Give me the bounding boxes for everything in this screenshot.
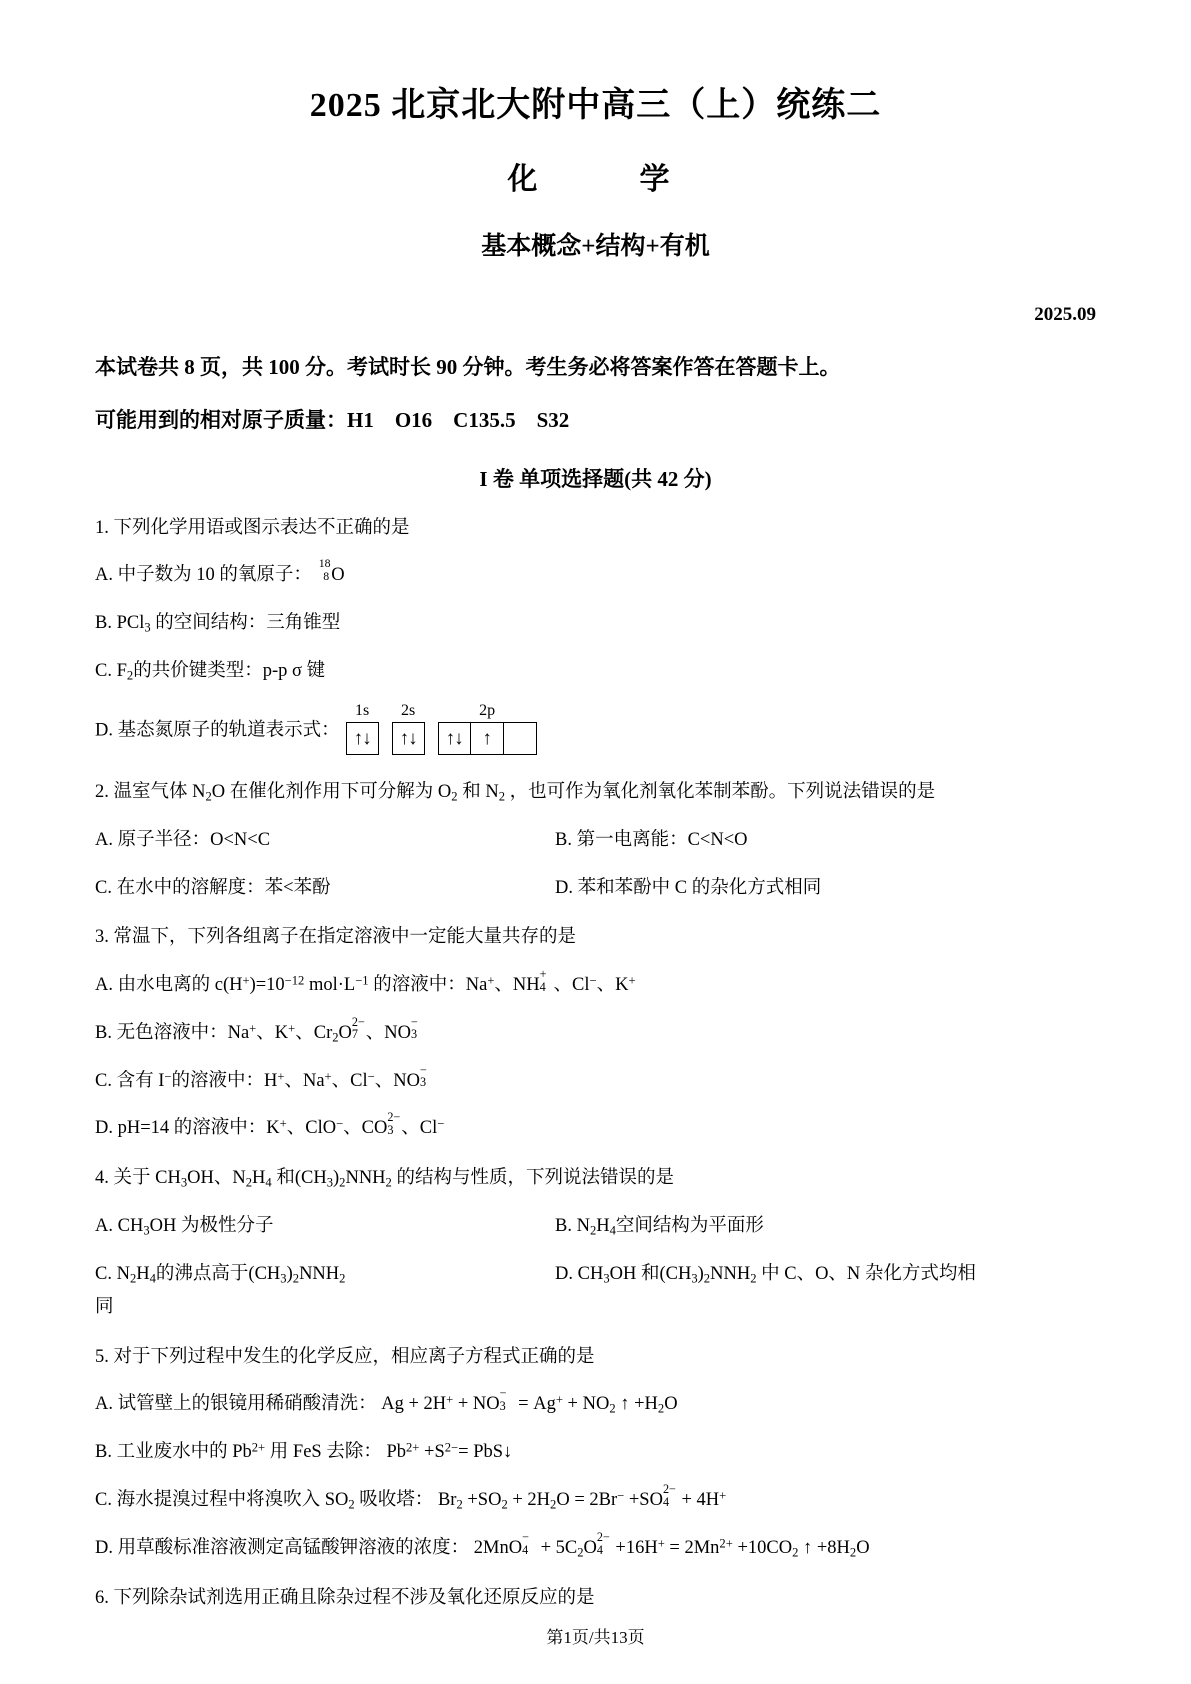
question-2-options-row-1 (95, 807, 1096, 855)
q4c-mid: H (136, 1263, 150, 1284)
question-3-stem (95, 902, 1096, 952)
q4-number: 4. (95, 1167, 109, 1188)
q1-opt-d-label: D. 基态氮原子的轨道表示式： (95, 720, 340, 741)
q3a-sup5: − (589, 973, 597, 988)
question-2-stem (95, 757, 1096, 807)
no3-charge: − (411, 1014, 418, 1029)
q5-stem-text: 对于下列过程中发生的化学反应，相应离子方程式正确的是 (113, 1346, 595, 1367)
q3b-sup2: + (288, 1020, 296, 1035)
q3c-mid4: 、NO (374, 1070, 420, 1091)
q4c-mid2: 的沸点高于(CH (155, 1263, 281, 1284)
q3b-mid4: 、NO (365, 1022, 412, 1043)
q3a-mid3: 的溶液中：Na (368, 974, 488, 995)
orbital-label-2p: 2p (479, 701, 496, 719)
question-2-option-c[interactable]: C. 在水中的溶解度：苯<苯酚 (95, 877, 331, 898)
co3-count: 3 (387, 1123, 394, 1138)
question-4-option-a[interactable] (95, 1212, 555, 1241)
q1-opt-c-pre: C. F (95, 660, 127, 681)
q4d-s3: 2 (703, 1271, 711, 1286)
q6-stem-text: 下列除杂试剂选用正确且除杂过程不涉及氧化还原反应的是 (113, 1587, 595, 1608)
q3a-sup3: −1 (355, 973, 369, 988)
orbital-box: ↑↓ (346, 722, 379, 755)
isotope-symbol: O (331, 565, 345, 586)
q3a-mid4: 、NH (494, 974, 540, 995)
instruction-line-1: 本试卷共 8 页，共 100 分。考试时长 90 分钟。考生务必将答案作答在答题卡上。 (95, 354, 841, 379)
orbital-group-1s (346, 703, 379, 755)
q1-opt-b-post: 的空间结构：三角锥型 (150, 612, 341, 633)
question-1-stem (95, 493, 1096, 543)
no3-charge: − (419, 1062, 427, 1077)
q4-p5: ) (332, 1167, 340, 1188)
orbital-box: ↑↓ (392, 722, 425, 755)
q3-stem-text: 常温下，下列各组离子在指定溶液中一定能大量共存的是 (113, 927, 577, 948)
q4a-pre: A. CH (95, 1215, 144, 1236)
q3a-mid: )=10 (249, 974, 285, 995)
q4d-mid3: NNH (710, 1263, 751, 1284)
question-3-option-c[interactable] (95, 1048, 1096, 1096)
q4b-s2: 4 (609, 1223, 616, 1238)
q4d-mid2: ) (697, 1263, 704, 1284)
isotope-mass-number: 18 (318, 556, 331, 571)
q4d-s4: 2 (750, 1271, 757, 1286)
question-5-option-c[interactable] (95, 1467, 1096, 1515)
q1-opt-a-text: A. 中子数为 10 的氧原子： (95, 565, 312, 586)
q3c-mid1: 的溶液中：H (171, 1070, 278, 1091)
question-3-option-a[interactable] (95, 952, 1096, 1000)
question-3-option-b[interactable] (95, 1000, 1096, 1048)
question-5-option-b[interactable] (95, 1419, 1096, 1467)
orbital-label-1s: 1s (355, 701, 370, 719)
q3d-mid1: 、ClO (286, 1118, 337, 1139)
q3b-pre: B. 无色溶液中：Na (95, 1022, 250, 1043)
q3d-sup1: + (279, 1116, 287, 1131)
q5c-sub: 2 (348, 1497, 355, 1512)
question-4-options-row-2 (95, 1241, 1096, 1289)
q3-number: 3. (95, 927, 109, 948)
instruction-line-2: 可能用到的相对原子质量：H1 O16 C135.5 S32 (95, 408, 570, 432)
q4c-s4: 2 (292, 1271, 300, 1286)
dichromate-charge-cluster (351, 1014, 366, 1042)
co3-charge: 2− (387, 1110, 401, 1125)
q3a-mid5: 、Cl (553, 974, 590, 995)
q4d-s1: 3 (603, 1271, 610, 1286)
q5a-text: A. 试管壁上的银镜用稀硝酸清洗： (95, 1394, 377, 1415)
q4-p3: H (252, 1167, 266, 1188)
q3c-mid3: 、Cl (331, 1070, 368, 1091)
question-1-option-b[interactable] (95, 590, 1096, 638)
nh4-count: 4 (539, 979, 546, 994)
q5-number: 5. (95, 1346, 109, 1367)
question-2-options-row-2 (95, 855, 1096, 903)
q2-sub-1: 2 (205, 789, 212, 804)
q1-number: 1. (95, 517, 109, 538)
q5b-pre: B. 工业废水中的 Pb (95, 1442, 252, 1463)
q1-opt-b-pre: B. PCl (95, 612, 145, 633)
nitrate-charge-cluster (411, 1014, 425, 1042)
q4c-mid4: NNH (299, 1263, 340, 1284)
q4b-s1: 2 (589, 1223, 597, 1238)
q3d-mid2: 、CO (343, 1118, 388, 1139)
q4-s6: 2 (385, 1175, 392, 1190)
q2-stem-p4: ，也可作为氧化剂氧化苯制苯酚。下列说法错误的是 (505, 781, 936, 802)
q5b-equation: $Pb^{2+} +S^{2-}=$ PbS↓ (381, 1440, 513, 1463)
q5c-post: 吸收塔： (354, 1489, 434, 1510)
q4-p6: NNH (345, 1167, 386, 1188)
q3c-sup1: − (164, 1068, 172, 1083)
q1-opt-c-post: 的共价键类型：p-p σ 键 (133, 660, 326, 681)
no3-count: 3 (411, 1027, 418, 1042)
q3c-sup3: + (324, 1068, 332, 1083)
ammonium-charge-cluster (539, 967, 554, 994)
q2-sub-3: 2 (498, 789, 505, 804)
q4-s1: 3 (180, 1175, 188, 1190)
q3b-mid2: 、Cr (295, 1022, 333, 1043)
orbital-group-2p (438, 703, 537, 755)
question-4-option-d[interactable] (555, 1260, 1096, 1289)
question-4-option-b[interactable] (555, 1212, 1096, 1241)
cr2o7-charge: 2− (351, 1014, 365, 1029)
q3b-sub1: 2 (332, 1030, 339, 1045)
q4-s2: 2 (245, 1175, 253, 1190)
orbital-boxes-1s (346, 722, 379, 755)
question-4-option-d-continuation: 同 (95, 1296, 114, 1317)
question-4-stem (95, 1143, 1096, 1193)
orbital-box (504, 722, 537, 755)
q2-stem-p2: O 在催化剂作用下可分解为 O (211, 781, 452, 802)
q3a-sup6: + (628, 973, 636, 988)
question-3-option-d[interactable] (95, 1095, 1096, 1143)
q4c-pre: C. N (95, 1263, 130, 1284)
q2-number: 2. (95, 781, 109, 802)
q5b-post: 用 FeS 去除： (265, 1442, 382, 1463)
exam-date: 2025.09 (1034, 303, 1096, 325)
question-1-option-a[interactable] (95, 542, 1096, 590)
q4d-mid: OH 和(CH (609, 1263, 692, 1284)
q4c-s1: 2 (129, 1271, 137, 1286)
q5d-equation: 2MnO − 4 + $5C_2O$ 2− 4 $+16H^+ = 2Mn^{2+} +10CO_2$ ↑ $+8H_2O$ (469, 1530, 870, 1560)
q3a-pre: A. 由水电离的 c(H (95, 974, 243, 995)
q4-p7: 的结构与性质，下列说法错误的是 (391, 1167, 674, 1188)
q4c-mid3: ) (286, 1263, 293, 1284)
carbonate-charge-cluster (387, 1110, 401, 1138)
q2-stem-p3: 和 N (457, 781, 499, 802)
q1-opt-b-sub: 3 (144, 620, 151, 635)
q5a-equation: Ag + 2H+ + NO − 3 = $Ag^+ + NO_2$ ↑ $+H_2O$ (376, 1386, 678, 1416)
q3d-mid3: 、Cl (401, 1118, 438, 1139)
question-4-option-c[interactable] (95, 1260, 555, 1289)
q4-s5: 2 (339, 1175, 346, 1190)
nh4-charge: + (539, 967, 547, 982)
q5d-text: D. 用草酸标准溶液测定高锰酸钾溶液的浓度： (95, 1537, 470, 1558)
page-footer: 第1页/共13页 (546, 1628, 645, 1647)
q4-s4: 3 (326, 1175, 333, 1190)
q4b-mid: H (596, 1215, 610, 1236)
q3b-mid1: 、K (256, 1022, 289, 1043)
page-title: 2025 北京北大附中高三（上）统练二 (309, 87, 882, 124)
q4c-s5: 2 (339, 1271, 346, 1286)
q4d-pre: D. CH (555, 1263, 604, 1284)
q3d-sup3: − (437, 1116, 445, 1131)
q1-stem-text: 下列化学用语或图示表达不正确的是 (113, 517, 410, 538)
q2-sub-2: 2 (451, 789, 458, 804)
q4a-s1: 3 (143, 1223, 150, 1238)
q3a-mid6: 、K (596, 974, 629, 995)
question-5-option-a[interactable] (95, 1371, 1096, 1419)
q2-stem-p1: 温室气体 N (113, 781, 206, 802)
q3a-sup4: + (487, 973, 495, 988)
q3c-mid2: 、Na (284, 1070, 325, 1091)
q4-p2: OH、N (187, 1167, 246, 1188)
q4-p4: 和(CH (271, 1167, 327, 1188)
question-5-option-d[interactable] (95, 1515, 1096, 1563)
q3d-sup2: − (336, 1116, 344, 1131)
question-4-options-row-1 (95, 1193, 1096, 1241)
q3b-sup1: + (249, 1020, 257, 1035)
q5c-equation: $Br_2 +SO_2 + 2H_2O = 2Br^- +SO$ 2− 4 + 4H+ (433, 1482, 727, 1512)
nitrate-charge-cluster (419, 1062, 434, 1090)
q4-p1: 关于 CH (113, 1167, 181, 1188)
question-6-stem (95, 1563, 1096, 1613)
scope-title: 基本概念+结构+有机 (481, 232, 710, 260)
orbital-group-2s (392, 703, 425, 755)
q3c-sup4: − (367, 1068, 375, 1083)
q5b-sup: 2+ (251, 1440, 266, 1455)
q4c-s2: 4 (149, 1271, 156, 1286)
orbital-diagram (346, 703, 537, 755)
q3b-mid3: O (338, 1022, 352, 1043)
orbital-boxes-2p (438, 722, 537, 755)
section-heading: I 卷 单项选择题(共 42 分) (479, 466, 712, 491)
q6-number: 6. (95, 1587, 109, 1608)
subject-title: 化 学 (507, 162, 684, 196)
q3a-sup1: + (242, 973, 250, 988)
orbital-boxes-2s (392, 722, 425, 755)
q4c-s3: 3 (280, 1271, 287, 1286)
q4d-post: 中 C、O、N 杂化方式均相 (756, 1263, 976, 1284)
orbital-box: ↑ (471, 722, 504, 755)
q4a-post: OH 为极性分子 (149, 1215, 274, 1236)
question-2-option-b[interactable]: B. 第一电离能：C<N<O (555, 829, 748, 850)
question-2-option-a[interactable]: A. 原子半径：O<N<C (95, 829, 271, 850)
no3-count: 3 (419, 1075, 427, 1090)
q4b-pre: B. N (555, 1215, 590, 1236)
isotope-atomic-number: 8 (323, 569, 330, 584)
orbital-box: ↑↓ (438, 722, 471, 755)
q4b-post: 空间结构为平面形 (615, 1215, 764, 1236)
q3c-pre: C. 含有 I (95, 1070, 165, 1091)
q3d-pre: D. pH=14 的溶液中：K (95, 1118, 280, 1139)
question-1-option-c[interactable] (95, 638, 1096, 686)
orbital-label-2s: 2s (401, 701, 416, 719)
q3c-sup2: + (277, 1068, 285, 1083)
isotope-notation (312, 556, 331, 584)
q1-opt-c-sub: 2 (126, 668, 134, 683)
question-5-stem (95, 1322, 1096, 1372)
q5c-pre: C. 海水提溴过程中将溴吹入 SO (95, 1489, 349, 1510)
q4-s3: 4 (265, 1175, 272, 1190)
q3a-mid2: mol·L (304, 974, 356, 995)
q3a-sup2: −12 (284, 973, 305, 988)
question-2-option-d[interactable]: D. 苯和苯酚中 C 的杂化方式相同 (555, 877, 822, 898)
cr2o7-count: 7 (351, 1027, 359, 1042)
q4d-s2: 3 (691, 1271, 698, 1286)
question-1-option-d[interactable] (95, 686, 1096, 757)
